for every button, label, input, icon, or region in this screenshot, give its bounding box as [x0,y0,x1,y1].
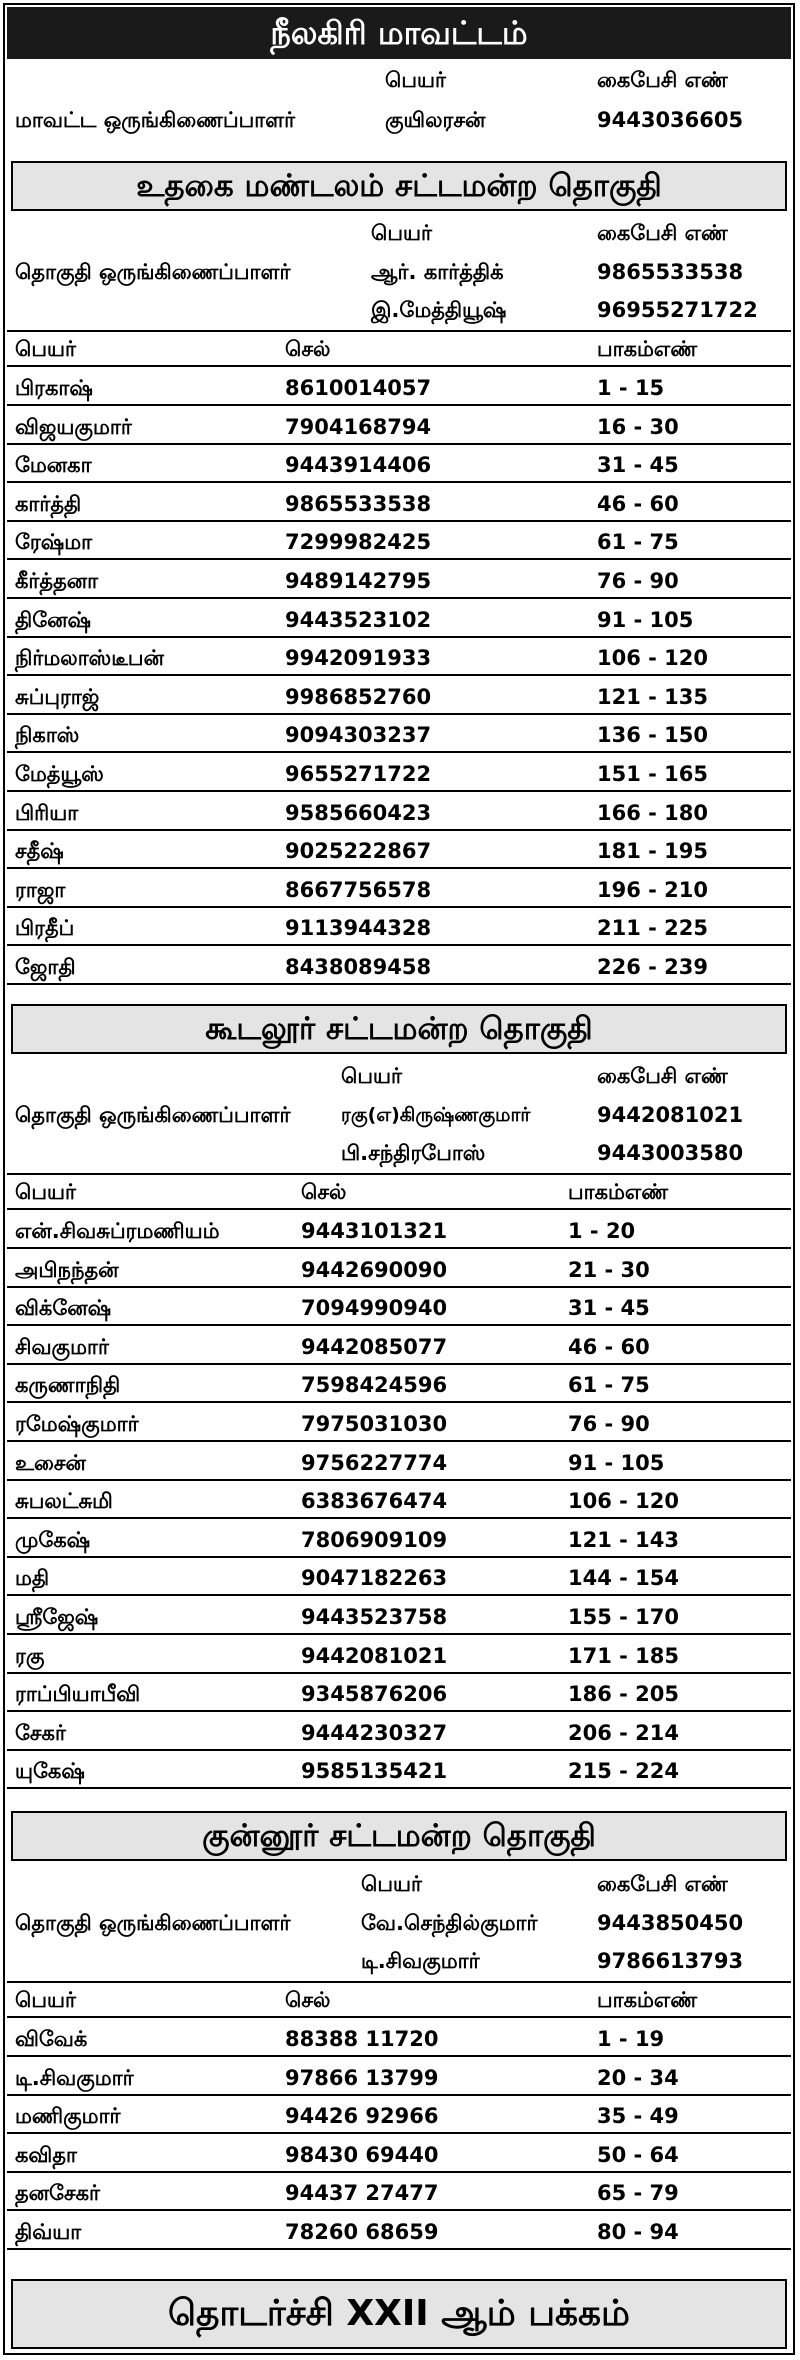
row-divider [7,1440,791,1442]
row-part-range: 16 - 30 [597,415,679,439]
row-divider [7,2248,791,2250]
row-cell-number: 9942091933 [285,646,432,670]
row-divider [7,636,791,638]
district-phone-header: கைபேசி எண் [597,68,728,92]
row-name: கீர்த்தனா [15,569,99,593]
row-cell-number: 78260 68659 [285,2220,439,2244]
row-name: ராஜா [15,878,66,902]
row-divider [7,1594,791,1596]
row-part-range: 91 - 105 [597,608,694,632]
row-name: பிரியா [15,801,79,825]
row-part-range: 31 - 45 [568,1296,650,1320]
row-part-range: 46 - 60 [597,492,679,516]
row-part-range: 121 - 135 [597,685,709,709]
column-header-part: பாகம்எண் [568,1180,669,1204]
row-cell-number: 9585660423 [285,801,432,825]
district-name-header: பெயர் [385,68,446,92]
row-name: மேத்யூஸ் [15,762,104,786]
divider [7,1208,791,1210]
row-name: திவ்யா [15,2220,82,2244]
row-divider [7,558,791,560]
row-divider [7,1672,791,1674]
row-divider [7,829,791,831]
coordinator-name: இ.மேத்தியூஷ் [371,298,507,322]
row-divider [7,2171,791,2173]
column-header-name: பெயர் [15,1180,76,1204]
continued-on-page: தொடர்ச்சி XXII ஆம் பக்கம் [11,2279,787,2349]
row-divider [7,520,791,522]
row-cell-number: 9113944328 [285,916,432,940]
row-name: முகேஷ் [15,1528,91,1552]
coordinator-phone: 96955271722 [597,298,758,322]
row-name: மணிகுமார் [15,2104,121,2128]
row-name: நிகாஸ் [15,723,80,747]
row-divider [7,713,791,715]
column-header-part: பாகம்எண் [597,337,698,361]
row-part-range: 20 - 34 [597,2066,679,2090]
row-name: ரமேஷ்குமார் [15,1412,139,1436]
row-divider [7,1517,791,1519]
row-cell-number: 9094303237 [285,723,432,747]
row-name: பிரகாஷ் [15,376,93,400]
coordinator-name: பி.சந்திரபோஸ் [341,1141,486,1165]
row-cell-number: 97866 13799 [285,2066,439,2090]
row-cell-number: 7094990940 [301,1296,448,1320]
row-divider [7,2055,791,2057]
row-part-range: 181 - 195 [597,839,709,863]
row-divider [7,1710,791,1712]
row-part-range: 186 - 205 [568,1682,680,1706]
district-coordinator-phone: 9443036605 [597,108,744,132]
row-divider [7,1479,791,1481]
row-part-range: 76 - 90 [597,569,679,593]
coordinator-phone: 9865533538 [597,260,744,284]
coordinator-phone: 9786613793 [597,1949,744,1973]
row-cell-number: 8667756578 [285,878,432,902]
row-name: கவிதா [15,2143,77,2167]
row-part-range: 196 - 210 [597,878,709,902]
row-divider [7,1324,791,1326]
row-divider [7,1247,791,1249]
row-part-range: 106 - 120 [597,646,709,670]
row-cell-number: 9444230327 [301,1721,448,1745]
row-part-range: 226 - 239 [597,955,709,979]
coordinator-name: டி.சிவகுமார் [361,1949,480,1973]
section-phone-header: கைபேசி எண் [597,221,728,245]
column-header-name: பெயர் [15,1988,76,2012]
row-cell-number: 7975031030 [301,1412,448,1436]
row-part-range: 171 - 185 [568,1644,680,1668]
row-cell-number: 9345876206 [301,1682,448,1706]
row-divider [7,1363,791,1365]
row-divider [7,404,791,406]
row-part-range: 50 - 64 [597,2143,679,2167]
row-divider [7,2132,791,2134]
row-part-range: 121 - 143 [568,1528,680,1552]
row-divider [7,1633,791,1635]
coordinator-name: ரகு(எ)கிருஷ்ணகுமார் [341,1104,531,1126]
row-cell-number: 9047182263 [301,1566,448,1590]
coordinator-name: வே.செந்தில்குமார் [361,1911,538,1935]
divider [7,1173,791,1175]
row-divider [7,751,791,753]
row-divider [7,867,791,869]
row-divider [7,1556,791,1558]
row-cell-number: 88388 11720 [285,2027,439,2051]
row-name: மேனகா [15,453,92,477]
divider [7,1981,791,1983]
row-divider [7,674,791,676]
row-name: விக்னேஷ் [15,1296,112,1320]
row-name: பிரதீப் [15,916,75,940]
row-name: கருணாநிதி [15,1373,121,1397]
column-header-name: பெயர் [15,337,76,361]
district-coordinator-role: மாவட்ட ஒருங்கிணைப்பாளர் [15,108,296,132]
row-part-range: 91 - 105 [568,1451,665,1475]
row-cell-number: 9443101321 [301,1219,448,1243]
section-name-header: பெயர் [371,221,432,245]
row-cell-number: 9442081021 [301,1644,448,1668]
row-cell-number: 8610014057 [285,376,432,400]
row-divider [7,481,791,483]
row-cell-number: 9443914406 [285,453,432,477]
row-divider [7,2209,791,2211]
row-divider [7,790,791,792]
column-header-part: பாகம்எண் [597,1988,698,2012]
row-name: டி.சிவகுமார் [15,2066,134,2090]
divider [7,330,791,332]
row-name: ரேஷ்மா [15,530,93,554]
row-cell-number: 6383676474 [301,1489,448,1513]
row-cell-number: 9442690090 [301,1258,448,1282]
constituency-coordinator-role: தொகுதி ஒருங்கிணைப்பாளர் [15,1103,291,1127]
constituency-coordinator-role: தொகுதி ஒருங்கிணைப்பாளர் [15,1911,291,1935]
row-part-range: 1 - 20 [568,1219,636,1243]
row-divider [7,1286,791,1288]
row-name: தனசேகர் [15,2181,100,2205]
row-name: உசைன் [15,1451,86,1475]
section-name-header: பெயர் [361,1872,422,1896]
row-divider [7,944,791,946]
row-part-range: 151 - 165 [597,762,709,786]
coordinator-phone: 9443003580 [597,1141,744,1165]
divider [7,2016,791,2018]
row-name: அபிநந்தன் [15,1258,119,1282]
row-part-range: 31 - 45 [597,453,679,477]
section-title-udhagai: உதகை மண்டலம் சட்டமன்ற தொகுதி [11,161,787,211]
row-cell-number: 9655271722 [285,762,432,786]
row-name: ஜோதி [15,955,76,979]
row-cell-number: 94437 27477 [285,2181,439,2205]
column-header-cell: செல் [285,337,331,361]
coordinator-phone: 9442081021 [597,1103,744,1127]
section-title-gudalur: கூடலூர் சட்டமன்ற தொகுதி [11,1004,787,1054]
row-cell-number: 9986852760 [285,685,432,709]
row-name: ஸ்ரீஜேஷ் [15,1605,99,1629]
row-part-range: 21 - 30 [568,1258,650,1282]
row-name: நிர்மலாஸ்டீபன் [15,646,164,670]
coordinator-phone: 9443850450 [597,1911,744,1935]
section-phone-header: கைபேசி எண் [597,1064,728,1088]
row-part-range: 144 - 154 [568,1566,680,1590]
row-cell-number: 9443523102 [285,608,432,632]
row-name: கார்த்தி [15,492,82,516]
row-part-range: 215 - 224 [568,1759,680,1783]
row-part-range: 166 - 180 [597,801,709,825]
constituency-coordinator-role: தொகுதி ஒருங்கிணைப்பாளர் [15,260,291,284]
row-divider [7,1787,791,1789]
row-divider [7,1401,791,1403]
row-divider [7,2094,791,2096]
row-name: சுப்புராஜ் [15,685,100,709]
row-cell-number: 9865533538 [285,492,432,516]
row-cell-number: 7904168794 [285,415,432,439]
row-divider [7,1749,791,1751]
row-part-range: 46 - 60 [568,1335,650,1359]
row-cell-number: 7299982425 [285,530,432,554]
district-title: நீலகிரி மாவட்டம் [7,7,791,59]
row-name: விஜயகுமார் [15,415,132,439]
row-cell-number: 9489142795 [285,569,432,593]
column-header-cell: செல் [285,1988,331,2012]
row-divider [7,906,791,908]
row-cell-number: 9442085077 [301,1335,448,1359]
row-part-range: 155 - 170 [568,1605,680,1629]
row-part-range: 136 - 150 [597,723,709,747]
row-name: மதி [15,1566,50,1590]
row-name: விவேக் [15,2027,88,2051]
row-part-range: 1 - 19 [597,2027,665,2051]
section-title-coonoor: குன்னூர் சட்டமன்ற தொகுதி [11,1811,787,1861]
row-part-range: 76 - 90 [568,1412,650,1436]
row-cell-number: 7598424596 [301,1373,448,1397]
row-part-range: 61 - 75 [597,530,679,554]
row-cell-number: 9585135421 [301,1759,448,1783]
row-divider [7,443,791,445]
row-name: சேகர் [15,1721,66,1745]
row-part-range: 61 - 75 [568,1373,650,1397]
row-name: சிவகுமார் [15,1335,109,1359]
row-part-range: 106 - 120 [568,1489,680,1513]
section-phone-header: கைபேசி எண் [597,1872,728,1896]
row-cell-number: 7806909109 [301,1528,448,1552]
row-part-range: 206 - 214 [568,1721,680,1745]
row-cell-number: 98430 69440 [285,2143,439,2167]
row-cell-number: 8438089458 [285,955,432,979]
coordinator-name: ஆர். கார்த்திக் [371,260,504,284]
row-cell-number: 9756227774 [301,1451,448,1475]
row-part-range: 80 - 94 [597,2220,679,2244]
row-cell-number: 94426 92966 [285,2104,439,2128]
row-cell-number: 9025222867 [285,839,432,863]
row-part-range: 35 - 49 [597,2104,679,2128]
section-name-header: பெயர் [341,1064,402,1088]
row-divider [7,597,791,599]
row-divider [7,983,791,985]
row-part-range: 1 - 15 [597,376,665,400]
page [3,3,795,2355]
row-name: சுபலட்சுமி [15,1489,113,1513]
row-cell-number: 9443523758 [301,1605,448,1629]
row-part-range: 65 - 79 [597,2181,679,2205]
row-part-range: 211 - 225 [597,916,709,940]
column-header-cell: செல் [301,1180,347,1204]
row-name: ரகு [15,1644,45,1668]
row-name: என்.சிவசுப்ரமணியம் [15,1219,220,1243]
row-name: தினேஷ் [15,608,91,632]
row-name: சதீஷ் [15,839,64,863]
district-coordinator-name: குயிலரசன் [385,108,486,132]
divider [7,365,791,367]
row-name: யுகேஷ் [15,1759,85,1783]
row-name: ராப்பியாபீவி [15,1682,141,1706]
